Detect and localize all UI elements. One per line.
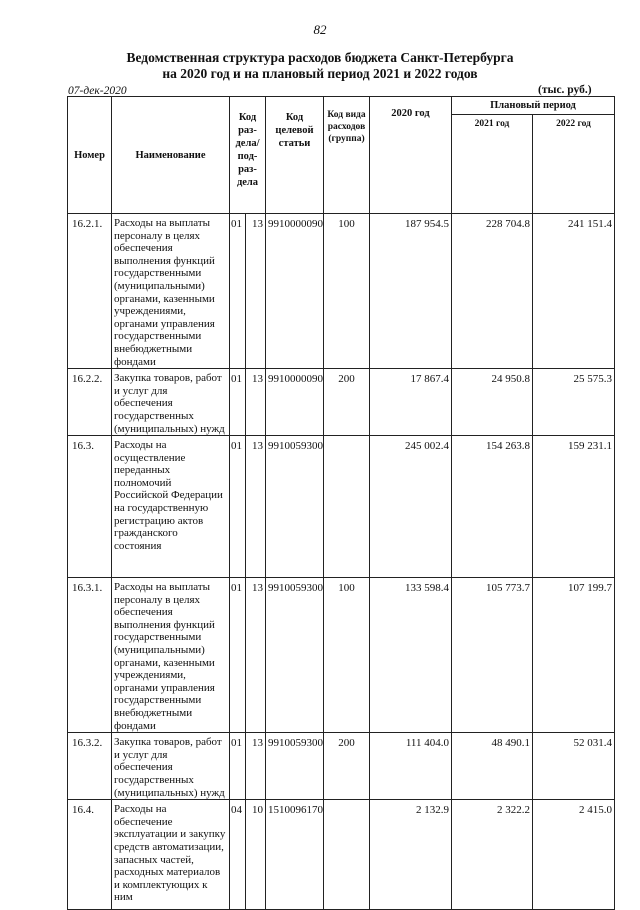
row-expense-type: 200 [324, 369, 370, 436]
row-number: 16.3.2. [68, 733, 112, 800]
row-section-code: 01 [230, 369, 246, 436]
header-2022: 2022 год [533, 115, 615, 214]
row-amount-2021: 105 773.7 [452, 578, 533, 733]
row-target-code: 9910059300 [266, 578, 324, 733]
row-expense-type [324, 436, 370, 578]
row-section-code: 01 [230, 733, 246, 800]
row-target-code: 1510096170 [266, 800, 324, 910]
header-section-code: Код раз-дела/ под-раз-дела [230, 97, 266, 214]
table-row [68, 578, 615, 733]
row-amount-2020: 111 404.0 [370, 733, 452, 800]
row-amount-2022: 52 031.4 [533, 733, 615, 800]
row-amount-2022: 107 199.7 [533, 578, 615, 733]
budget-table [67, 96, 615, 910]
row-amount-2020: 133 598.4 [370, 578, 452, 733]
row-expense-type: 100 [324, 214, 370, 369]
row-expense-type: 100 [324, 578, 370, 733]
row-amount-2021: 24 950.8 [452, 369, 533, 436]
row-amount-2020: 245 002.4 [370, 436, 452, 578]
row-amount-2021: 2 322.2 [452, 800, 533, 910]
title-line-1: Ведомственная структура расходов бюджета Санкт-Петербурга [126, 50, 514, 65]
row-name: Расходы на обеспечение эксплуатации и закупку средств автоматизации, запасных частей, расходных материалов и комплектующих к ним [112, 800, 230, 910]
row-subsection-code: 13 [246, 214, 266, 369]
row-target-code: 9910000090 [266, 214, 324, 369]
row-name: Расходы на выплаты персоналу в целях обеспечения выполнения функций государственными (муниципальными) органами, казенными учреждениями, органами управления государственными внебюджетными фондами [112, 214, 230, 369]
row-number: 16.3. [68, 436, 112, 578]
row-amount-2020: 17 867.4 [370, 369, 452, 436]
row-subsection-code: 10 [246, 800, 266, 910]
document-date: 07-дек-2020 [68, 85, 127, 97]
row-number: 16.3.1. [68, 578, 112, 733]
row-expense-type [324, 800, 370, 910]
table-row [68, 800, 615, 910]
row-number: 16.2.1. [68, 214, 112, 369]
row-expense-type: 200 [324, 733, 370, 800]
row-name: Расходы на осуществление переданных полномочий Российской Федерации на государственную регистрацию актов гражданского состояния [112, 436, 230, 578]
header-2020: 2020 год [370, 97, 452, 214]
units-label: (тыс. руб.) [538, 84, 592, 96]
row-section-code: 01 [230, 578, 246, 733]
row-amount-2020: 187 954.5 [370, 214, 452, 369]
header-2021: 2021 год [452, 115, 533, 214]
header-expense-type: Код вида расходов (группа) [324, 97, 370, 214]
header-planned-period: Плановый период [452, 97, 615, 115]
row-amount-2021: 228 704.8 [452, 214, 533, 369]
header-name: Наименование [112, 97, 230, 214]
row-target-code: 9910000090 [266, 369, 324, 436]
row-number: 16.4. [68, 800, 112, 910]
row-target-code: 9910059300 [266, 436, 324, 578]
row-amount-2022: 159 231.1 [533, 436, 615, 578]
table-row [68, 369, 615, 436]
header-target-code: Код целевой статьи [266, 97, 324, 214]
document-title [0, 50, 640, 82]
row-section-code: 01 [230, 214, 246, 369]
row-name: Закупка товаров, работ и услуг для обеспечения государственных (муниципальных) нужд [112, 369, 230, 436]
table-row [68, 214, 615, 369]
row-subsection-code: 13 [246, 436, 266, 578]
page-number: 82 [313, 22, 327, 37]
row-amount-2022: 25 575.3 [533, 369, 615, 436]
table-row [68, 436, 615, 578]
table-row [68, 733, 615, 800]
row-amount-2020: 2 132.9 [370, 800, 452, 910]
row-amount-2021: 48 490.1 [452, 733, 533, 800]
row-number: 16.2.2. [68, 369, 112, 436]
row-amount-2021: 154 263.8 [452, 436, 533, 578]
title-line-2: на 2020 год и на плановый период 2021 и 2022 годов [162, 66, 478, 81]
row-section-code: 01 [230, 436, 246, 578]
row-amount-2022: 241 151.4 [533, 214, 615, 369]
row-name: Закупка товаров, работ и услуг для обеспечения государственных (муниципальных) нужд [112, 733, 230, 800]
row-amount-2022: 2 415.0 [533, 800, 615, 910]
row-subsection-code: 13 [246, 578, 266, 733]
row-subsection-code: 13 [246, 733, 266, 800]
row-target-code: 9910059300 [266, 733, 324, 800]
header-number: Номер [68, 97, 112, 214]
row-subsection-code: 13 [246, 369, 266, 436]
row-name: Расходы на выплаты персоналу в целях обеспечения выполнения функций государственными (муниципальными) органами, казенными учреждениями, органами управления государственными внебюджетными фондами [112, 578, 230, 733]
row-section-code: 04 [230, 800, 246, 910]
